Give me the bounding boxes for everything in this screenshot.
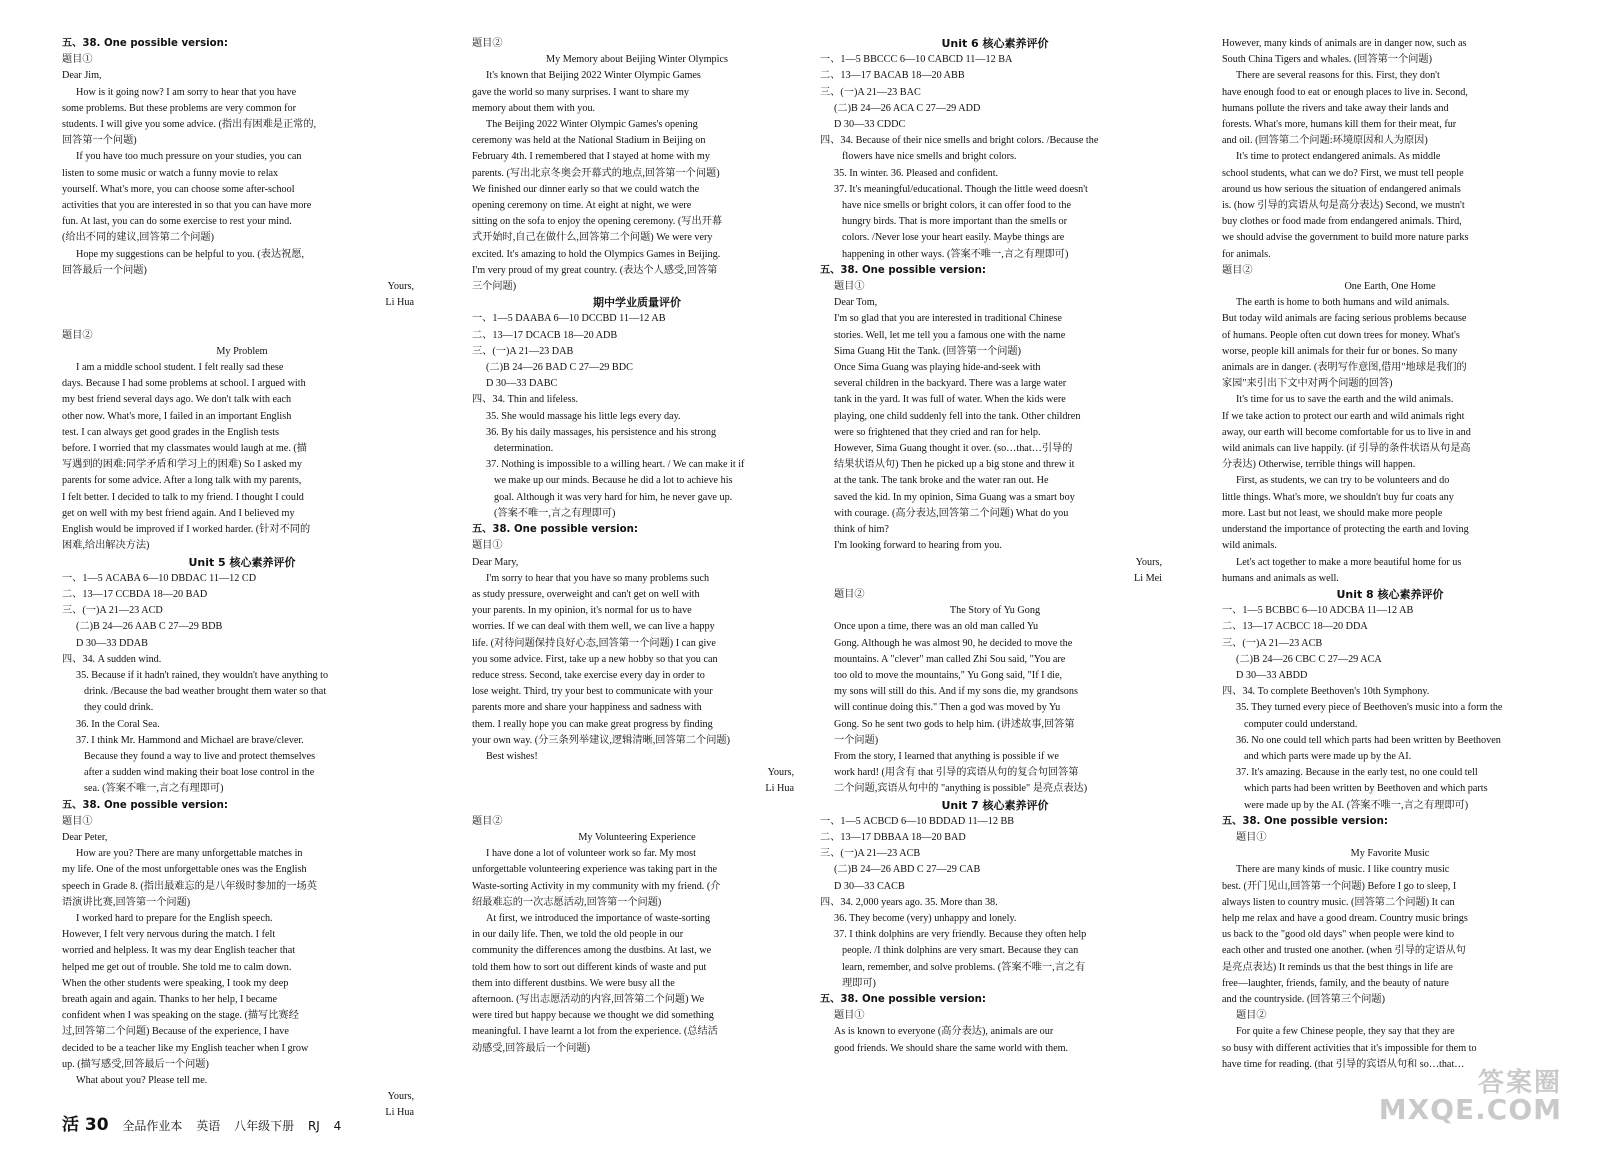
text-line: 回答最后一个问题) [62, 264, 147, 276]
text-line: students. I will give you some advice. (指出有困难是正常的, [62, 119, 317, 131]
text-line: (二)B 24—26 BAD C 27—29 BDC [486, 362, 633, 374]
essay-title: The Story of Yu Gong [949, 605, 1041, 617]
section-heading: Unit 7 核心素养评价 [941, 798, 1049, 812]
text-line: unforgettable volunteering experience was taking part in the [472, 864, 718, 876]
text-line: computer could understand. [1244, 718, 1358, 730]
text-line: with courage. (高分表达,回答第二个问题) What do you [834, 507, 1069, 519]
text-line: 四、34. A sudden wind. [62, 653, 162, 665]
text-line: them into different dustbins. We were busy all the [472, 977, 675, 989]
text-line: my sons will still do this. And if my sons die, my grandsons [834, 686, 1078, 698]
page-footer [62, 1110, 351, 1135]
text-line: excited. It's amazing to hold the Olympics Games in Beijing. [472, 248, 721, 260]
text-line: parents. (写出北京冬奥会开幕式的地点,回答第一个问题) [472, 167, 720, 179]
text-line: you some advice. First, take up a new hobby so that you can [472, 653, 718, 665]
text-line: 37. Nothing is impossible to a willing heart. / We can make it if [486, 459, 745, 471]
text-line: 动感受,回答最后一个问题) [472, 1042, 591, 1054]
text-line: always listen to country music. (回答第二个问题) It can [1222, 896, 1455, 908]
text-line: Let's act together to make a more beautiful home for us [1236, 556, 1462, 568]
text-line: test. I can always get good grades in the English tests [62, 426, 280, 438]
text-line: worries. If we can deal with them well, we can live a happy [472, 621, 715, 633]
text-line: Dear Tom, [834, 297, 878, 309]
text-line: 题目① [834, 281, 865, 293]
text-line: D 30—33 DDAB [76, 637, 148, 649]
text-line: were tired but happy because we thought we did something [472, 1010, 714, 1022]
text-line: 题目② [472, 38, 503, 49]
text-line: at the tank. The tank broke and the water ran out. He [834, 475, 1049, 487]
text-line: understand the importance of protecting the earth and loving [1222, 524, 1469, 536]
text-line: If you have too much pressure on your studies, you can [76, 151, 302, 163]
text-line: February 4th. I remembered that I stayed at home with my [472, 151, 710, 163]
text-line: Li Hua [765, 783, 794, 795]
text-line: decided to be a teacher like my English teacher when I grow [62, 1042, 309, 1054]
text-line: 是亮点表达) It reminds us that the best things in life are [1222, 961, 1453, 973]
text-line: several children in the backyard. There was a large water [834, 378, 1067, 390]
text-line: It's time to protect endangered animals. As middle [1236, 151, 1441, 163]
text-line: so busy with different activities that it's impossible for them to [1222, 1042, 1477, 1054]
text-line: learn, remember, and solve problems. (答案不唯一,言之有 [842, 961, 1086, 973]
text-line: 题目② [472, 815, 503, 827]
text-line: mountains. A "clever" man called Zhi Sou said, "You are [834, 653, 1066, 665]
text-line: meaningful. I have learnt a lot from the experience. (总结活 [472, 1026, 718, 1038]
text-line: worried and helpless. It was my dear English teacher that [62, 945, 296, 957]
text-line: As is known to everyone (高分表达), animals are our [834, 1026, 1054, 1038]
text-line: wild animals can live happily. (if 引导的条件状语从句是高 [1222, 443, 1471, 455]
text-line: determination. [494, 443, 554, 455]
text-line: free—laughter, friends, family, and the beauty of nature [1222, 977, 1449, 989]
text-line: 式开始时,自己在做什么,回答第二个问题) We were very [472, 232, 713, 244]
text-line: First, as students, we can try to be volunteers and do [1236, 475, 1450, 487]
text-line: I am a middle school student. I felt really sad these [76, 362, 284, 374]
text-line: think of him? [834, 524, 889, 536]
text-line [62, 311, 422, 327]
text-line: D 30—33 CDDC [834, 119, 906, 131]
text-line: wild animals. [1222, 540, 1277, 552]
edition: RJ [307, 1119, 320, 1133]
text-line: 三、(一)A 21—23 BAC [820, 86, 921, 98]
text-line: happening in other ways. (答案不唯一,言之有理即可) [842, 248, 1069, 260]
text-line: them. I really hope you can make great progress by finding [472, 718, 713, 730]
text-line: If we take action to protect our earth and wild animals right [1222, 410, 1465, 422]
sheet-number: 4 [333, 1119, 342, 1133]
text-line: confident when I was speaking on the stage. (描写比赛经 [62, 1010, 299, 1022]
text-line: days. Because I had some problems at school. I argued with [62, 378, 306, 390]
text-line: buy clothes or food made from endangered animals. Third, [1222, 216, 1462, 228]
text-line: 五、38. One possible version: [820, 993, 986, 1005]
text-line: Hope my suggestions can be helpful to you. (表达祝愿, [76, 248, 305, 260]
text-line: 三、(一)A 21—23 ACB [820, 848, 921, 860]
text-line: forests. What's more, humans kill them for their meat, fur [1222, 119, 1457, 131]
text-line: school students, what can we do? First, we must tell people [1222, 167, 1464, 179]
text-line: 35. They turned every piece of Beethoven's music into a form the [1236, 702, 1503, 714]
text-line: How are you? There are many unforgettable matches in [76, 848, 303, 860]
text-line: 四、34. Thin and lifeless. [472, 394, 579, 406]
text-line: have time for reading. (that 引导的宾语从句和 so…that… [1222, 1058, 1465, 1070]
section-heading: Unit 6 核心素养评价 [941, 37, 1049, 50]
text-line: 困难,给出解决方法) [62, 540, 150, 552]
text-line: 题目② [834, 588, 865, 600]
text-line: will continue doing this." Then a god was moved by Yu [834, 702, 1061, 714]
text-line: afternoon. (写出志愿活动的内容,回答第二个问题) We [472, 993, 705, 1005]
text-line: 结果状语从句) Then he picked up a big stone and threw it [834, 459, 1075, 471]
text-line: 五、38. One possible version: [472, 524, 638, 536]
text-line: Yours, [387, 1091, 414, 1103]
text-line: of humans. People often cut down trees for money. What's [1222, 329, 1460, 341]
text-line: around us how serious the situation of endangered animals [1222, 183, 1461, 195]
text-line: 过,回答第二个问题) Because of the experience, I have [62, 1026, 289, 1038]
text-line: 家园"来引出下文中对两个问题的回答) [1222, 378, 1393, 390]
text-line: life. (对待问题保持良好心态,回答第一个问题) I can give [472, 637, 716, 649]
text-line: The Beijing 2022 Winter Olympic Games's opening [486, 119, 698, 131]
text-line: 题目② [1236, 1010, 1267, 1022]
section-heading: Unit 8 核心素养评价 [1336, 587, 1444, 601]
text-line: 36. By his daily massages, his persistence and his strong [486, 426, 717, 438]
watermark-url: MXQE.COM [1378, 1093, 1562, 1126]
text-line: some problems. But these problems are very common for [62, 102, 296, 114]
text-line: D 30—33 ABDD [1236, 669, 1308, 681]
text-line: saved the kid. In my opinion, Sima Guang was a smart boy [834, 491, 1075, 503]
text-line: little things. What's more, we shouldn't buy fur coats any [1222, 491, 1454, 503]
text-line: Li Hua [385, 1107, 414, 1119]
text-line: 一、1—5 ACABA 6—10 DBDAC 11—12 CD [62, 572, 257, 584]
text-line: (二)B 24—26 ACA C 27—29 ADD [834, 102, 981, 114]
text-line: 回答第一个问题) [62, 135, 137, 147]
text-line: and which parts were made up by the AI. [1244, 750, 1412, 762]
text-line: reduce stress. Second, take exercise every day in order to [472, 669, 705, 681]
text-line: 分表达) Otherwise, terrible things will happen. [1222, 459, 1416, 471]
text-line: Gong. Although he was almost 90, he decided to move the [834, 637, 1073, 649]
text-line: which parts had been written by Beethoven and which parts [1244, 783, 1488, 795]
text-line: 37. It's amazing. Because in the early test, no one could tell [1236, 767, 1478, 779]
text-line: 35. In winter. 36. Pleased and confident. [834, 167, 999, 179]
text-line: 五、38. One possible version: [62, 799, 228, 811]
text-line: 题目① [1236, 831, 1267, 843]
text-line: worse, people kill animals for their fur or bones. So many [1222, 345, 1458, 357]
text-line: 二、13—17 DCACB 18—20 ADB [472, 329, 618, 341]
text-line: fun. At last, you can do some exercise to rest your mind. [62, 216, 292, 228]
text-line [472, 798, 802, 814]
text-line: The earth is home to both humans and wild animals. [1236, 297, 1450, 309]
text-line: stories. Well, let me tell you a famous one with the name [834, 329, 1066, 341]
text-line: were made up by the AI. (答案不唯一,言之有理即可) [1244, 799, 1469, 811]
text-line: Sima Guang Hit the Tank. (回答第一个问题) [834, 345, 1021, 357]
text-line: Yours, [387, 281, 414, 293]
text-line: 三、(一)A 21—23 ACB [1222, 637, 1323, 649]
text-line: 题目① [472, 540, 503, 552]
text-line: 36. No one could tell which parts had been written by Beethoven [1236, 734, 1501, 746]
text-line: work hard! (用含有 that 引导的宾语从句的复合句回答第 [834, 767, 1079, 779]
text-line: 语演讲比赛,回答第一个问题) [62, 896, 191, 908]
text-line: Once upon a time, there was an old man called Yu [834, 621, 1039, 633]
text-line: get on well with my best friend again. And I believed my [62, 507, 295, 519]
text-line: How is it going now? I am sorry to hear that you have [76, 86, 297, 98]
text-line: playing, one child suddenly fell into the tank. Other children [834, 410, 1081, 422]
text-line: as study pressure, overweight and can't get on well with [472, 588, 700, 600]
essay-title: One Earth, One Home [1344, 281, 1436, 293]
text-line: Gong. So he sent two gods to help him. (讲述故事,回答第 [834, 718, 1075, 730]
text-line: after a sudden wind making their boat lose control in the [84, 767, 315, 779]
text-line: lose weight. Third, try your best to communicate with your [472, 686, 713, 698]
answer-column-1 [62, 36, 422, 1122]
text-line: From the story, I learned that anything is possible if we [834, 750, 1059, 762]
text-line: gave the world so many surprises. I want to share my [472, 86, 690, 98]
text-line: away, our earth will become comfortable for us to live in and [1222, 426, 1471, 438]
text-line: we should advise the government to build more nature parks [1222, 232, 1469, 244]
text-line: 五、38. One possible version: [820, 264, 986, 276]
text-line: (二)B 24—26 ABD C 27—29 CAB [834, 864, 981, 876]
book-series: 全品作业本 [122, 1119, 183, 1133]
text-line: (二)B 24—26 CBC C 27—29 ACA [1236, 653, 1382, 665]
text-line: Dear Mary, [472, 556, 519, 568]
text-line: 一、1—5 DAABA 6—10 DCCBD 11—12 AB [472, 313, 666, 325]
text-line: my life. One of the most unforgettable ones was the English [62, 864, 307, 876]
text-line: 二、13—17 ACBCC 18—20 DDA [1222, 621, 1368, 633]
text-line: hungry birds. That is more important than the smells or [842, 216, 1068, 228]
text-line: yourself. What's more, you can choose some after-school [62, 183, 295, 195]
text-line: Once Sima Guang was playing hide-and-seek with [834, 362, 1041, 374]
text-line: too old to move the mountains," Yu Gong said, "If I die, [834, 669, 1063, 681]
text-line: (二)B 24—26 AAB C 27—29 BDB [76, 621, 223, 633]
text-line: What about you? Please tell me. [76, 1075, 208, 1086]
text-line: For quite a few Chinese people, they say that they are [1236, 1026, 1455, 1038]
text-line: speech in Grade 8. (指出最难忘的是八年级时参加的一场英 [62, 880, 317, 892]
text-line: my best friend several days ago. We don't talk with each [62, 394, 292, 406]
text-line: drink. /Because the bad weather brought them water so that [84, 686, 327, 698]
text-line: 37. It's meaningful/educational. Though the little weed doesn't [834, 183, 1088, 195]
text-line: Best wishes! [486, 750, 538, 762]
text-line: 二、13—17 BACAB 18—20 ABB [820, 70, 965, 82]
text-line: sea. (答案不唯一,言之有理即可) [84, 783, 224, 795]
text-line: I'm sorry to hear that you have so many problems such [486, 572, 710, 584]
text-line: D 30—33 DABC [486, 378, 558, 390]
text-line: 37. I think Mr. Hammond and Michael are brave/clever. [76, 734, 304, 746]
text-line: At first, we introduced the importance of waste-sorting [486, 912, 711, 924]
text-line: community the differences among the dustbins. At last, we [472, 945, 712, 957]
subject: 英语 [196, 1119, 221, 1133]
text-line: in our daily life. Then, we told the old people in our [472, 929, 684, 941]
text-line: sitting on the sofa to enjoy the opening ceremony. (写出开幕 [472, 216, 723, 228]
text-line: I worked hard to prepare for the English speech. [76, 912, 273, 924]
text-line: 题目① [62, 815, 93, 827]
answer-column-3 [820, 36, 1170, 1057]
text-line: 题目① [834, 1010, 865, 1022]
text-line: 四、34. 2,000 years ago. 35. More than 38. [820, 896, 998, 908]
text-line: South China Tigers and whales. (回答第一个问题) [1222, 54, 1432, 66]
text-line: I'm very proud of my great country. (表达个人感受,回答第 [472, 264, 718, 276]
text-line: us back to the "good old days" when people were kind to [1222, 929, 1455, 941]
text-line: But today wild animals are facing serious problems because [1222, 313, 1467, 325]
text-line: However, I felt very nervous during the match. I felt [62, 929, 276, 941]
text-line: I'm looking forward to hearing from you. [834, 540, 1002, 552]
text-line: Because they found a way to live and protect themselves [84, 750, 316, 762]
watermark-text: 答案圈 [1477, 1068, 1562, 1098]
text-line: (给出不同的建议,回答第二个问题) [62, 232, 214, 244]
text-line: tank in the yard. It was full of water. When the kids were [834, 394, 1066, 406]
text-line: your parents. In my opinion, it's normal for us to have [472, 605, 692, 617]
text-line: were so frightened that they cried and ran for help. [834, 426, 1041, 438]
text-line: 题目② [1222, 264, 1253, 276]
text-line: I have done a lot of volunteer work so far. My most [486, 848, 696, 860]
text-line: activities that you are interested in so that you can have more [62, 200, 312, 212]
text-line: and oil. (回答第二个问题:环境原因和人为原因) [1222, 135, 1428, 147]
text-line: We finished our dinner early so that we could watch the [472, 183, 700, 195]
text-line: 三个问题) [472, 281, 517, 293]
text-line: they could drink. [84, 702, 154, 714]
text-line: have enough food to eat or enough places to live in. Second, [1222, 86, 1468, 98]
text-line: help me relax and have a good dream. Country music brings [1222, 912, 1468, 924]
text-line: I felt better. I decided to talk to my friend. I thought I could [62, 491, 304, 503]
watermark-logo [1379, 1070, 1562, 1124]
text-line: Li Mei [1133, 572, 1162, 584]
text-line: humans pollute the rivers and take away their lands and [1222, 102, 1449, 114]
text-line: 一、1—5 BBCCC 6—10 CABCD 11—12 BA [820, 54, 1013, 66]
text-line: good friends. We should share the same world with them. [834, 1042, 1069, 1054]
text-line: 一个问题) [834, 734, 879, 746]
text-line: have nice smells or bright colors, it can offer food to the [842, 200, 1071, 212]
text-line: each other and trusted one another. (when 引导的定语从句 [1222, 945, 1466, 957]
section-heading: Unit 5 核心素养评价 [188, 555, 296, 569]
text-line: Yours, [767, 767, 794, 779]
text-line: 理即可) [842, 977, 876, 989]
text-line: breath again and again. Thanks to her help, I became [62, 993, 278, 1005]
text-line: told them how to sort out different kinds of waste and put [472, 961, 707, 973]
text-line: There are several reasons for this. First, they don't [1236, 70, 1440, 82]
text-line: 五、38. One possible version: [1222, 815, 1388, 827]
text-line: opening ceremony on time. At eight at night, we were [472, 200, 692, 212]
text-line: up. (描写感受,回答最后一个问题) [62, 1058, 209, 1070]
text-line: 绍最难忘的一次志愿活动,回答第一个问题) [472, 896, 662, 908]
text-line: (答案不唯一,言之有理即可) [494, 507, 616, 519]
text-line: 一、1—5 BCBBC 6—10 ADCBA 11—12 AB [1222, 605, 1414, 617]
text-line: 36. In the Coral Sea. [76, 718, 160, 730]
text-line: 题目① [62, 54, 93, 66]
grade: 八年级下册 [234, 1119, 295, 1133]
text-line: best. (开门见山,回答第一个问题) Before I go to sleep, I [1222, 880, 1457, 892]
text-line: colors. /Never lose your heart easily. Maybe things are [842, 232, 1065, 244]
page-number: 活 30 [62, 1115, 109, 1135]
text-line: I'm so glad that you are interested in traditional Chinese [834, 313, 1062, 325]
section-heading: 期中学业质量评价 [593, 296, 681, 310]
text-line: However, many kinds of animals are in danger now, such as [1222, 38, 1467, 49]
text-line: It's time for us to save the earth and the wild animals. [1236, 394, 1454, 406]
text-line: 三、(一)A 21—23 ACD [62, 605, 163, 617]
text-line: English would be improved if I worked harder. (针对不同的 [62, 524, 311, 536]
text-line: 写遇到的困难:同学矛盾和学习上的困难) So I asked my [62, 459, 302, 471]
text-line: memory about them with you. [472, 102, 596, 114]
text-line: humans and animals as well. [1222, 572, 1339, 584]
text-line: helped me get out of trouble. She told me to calm down. [62, 961, 292, 973]
text-line: Dear Peter, [62, 831, 108, 843]
text-line: 一、1—5 ACBCD 6—10 BDDAD 11—12 BB [820, 815, 1015, 827]
text-line: 三、(一)A 21—23 DAB [472, 345, 574, 357]
text-line: Li Hua [385, 297, 414, 309]
text-line: listen to some music or watch a funny movie to relax [62, 167, 279, 179]
text-line: Dear Jim, [62, 70, 102, 82]
text-line: parents more and share your happiness and sadness with [472, 702, 702, 714]
text-line: animals are in danger. (表明写作意图,借用"地球是我们的 [1222, 362, 1467, 374]
text-line: 36. They become (very) unhappy and lonely. [834, 912, 1017, 924]
text-line: and the countryside. (回答第三个问题) [1222, 993, 1385, 1005]
text-line: we make up our minds. Because he did a lot to achieve his [494, 475, 733, 487]
text-line: goal. Although it was very hard for him, he never gave up. [494, 491, 733, 503]
text-line: 37. I think dolphins are very friendly. Because they often help [834, 929, 1087, 941]
text-line: It's known that Beijing 2022 Winter Olympic Games [486, 70, 701, 82]
text-line: 35. She would massage his little legs every day. [486, 410, 681, 422]
text-line: other now. What's more, I failed in an important English [62, 410, 292, 422]
answer-column-2 [472, 36, 802, 1057]
text-line: Yours, [1135, 556, 1162, 568]
text-line: There are many kinds of music. I like country music [1236, 864, 1450, 876]
text-line: before. I worried that my classmates would laugh at me. (描 [62, 443, 307, 455]
text-line: D 30—33 CACB [834, 880, 905, 892]
text-line: parents for some advice. After a long talk with my parents, [62, 475, 302, 487]
text-line: flowers have nice smells and bright colors. [842, 151, 1017, 163]
essay-title: My Problem [216, 345, 268, 357]
answer-column-4 [1222, 36, 1558, 1073]
essay-title: My Favorite Music [1350, 848, 1430, 860]
text-line: 35. Because if it hadn't rained, they wouldn't have anything to [76, 669, 329, 681]
text-line: 题目② [62, 329, 93, 341]
text-line: 二、13—17 CCBDA 18—20 BAD [62, 588, 208, 600]
text-line: your own way. (分三条列举建议,逻辑清晰,回答第二个问题) [472, 734, 730, 746]
text-line: is. (how 引导的宾语从句是高分表达) Second, we mustn't [1222, 200, 1465, 212]
text-line: 四、34. To complete Beethoven's 10th Symphony. [1222, 686, 1430, 698]
text-line: However, Sima Guang thought it over. (so…that…引导的 [834, 443, 1073, 455]
essay-title: My Memory about Beijing Winter Olympics [546, 54, 728, 66]
text-line: 二、13—17 DBBAA 18—20 BAD [820, 831, 966, 843]
text-line: 四、34. Because of their nice smells and bright colors. /Because the [820, 135, 1099, 147]
text-line: more. Last but not least, we should make more people [1222, 507, 1443, 519]
text-line: When the other students were speaking, I took my deep [62, 977, 289, 989]
text-line: people. /I think dolphins are very smart. Because they can [842, 945, 1079, 957]
text-line: 二个问题,宾语从句中的 "anything is possible" 是亮点表达) [834, 783, 1088, 795]
text-line: for animals. [1222, 248, 1271, 260]
text-line: Waste-sorting Activity in my community with my friend. (介 [472, 880, 721, 892]
text-line: 五、38. One possible version: [62, 38, 228, 49]
text-line: ceremony was held at the National Stadium in Beijing on [472, 135, 706, 147]
essay-title: My Volunteering Experience [578, 831, 696, 843]
